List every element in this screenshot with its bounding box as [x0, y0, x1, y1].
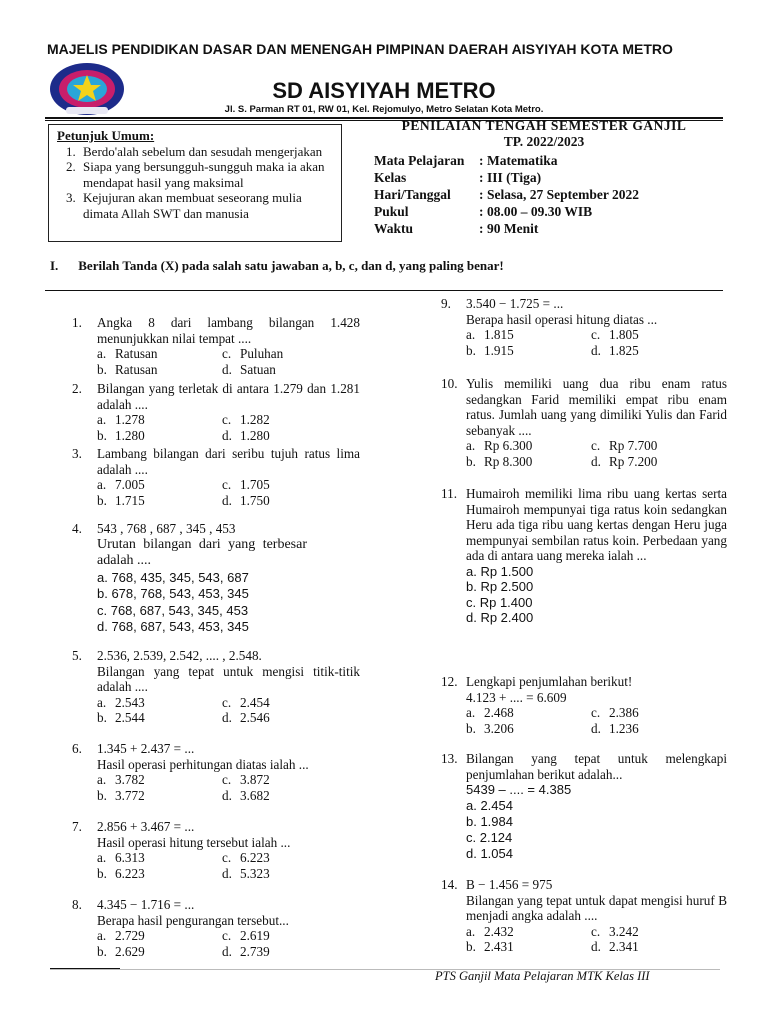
option-letter: c.	[591, 438, 601, 453]
question-stem: Yulis memiliki uang dua ribu enam ratus sedangkan Farid memiliki empat ribu enam ratus. Jumlah uang yang dimiliki Yulis dan Farid sebanyak ....	[466, 376, 727, 438]
instruction-item: 2. Siapa yang bersungguh-sungguh maka ia akan mendapat hasil yang maksimal	[79, 159, 333, 190]
question-stem: Berapa hasil operasi hitung diatas ...	[466, 311, 658, 327]
info-separator: :	[479, 204, 484, 219]
question-7	[72, 819, 360, 881]
footer-text: PTS Ganjil Mata Pelajaran MTK Kelas III	[435, 969, 650, 983]
exam-title: PENILAIAN TENGAH SEMESTER GANJIL	[401, 118, 687, 133]
option-letter: d.	[222, 865, 232, 881]
option-text[interactable]: 3.206	[484, 720, 514, 736]
question-1	[72, 315, 360, 377]
option-letter: c.	[222, 412, 232, 427]
instruction-item: 1. Berdo'alah sebelum dan sesudah mengerjakan	[79, 144, 333, 160]
option-text[interactable]: 1.815	[484, 327, 514, 342]
school-name: SD AISYIYAH METRO	[272, 78, 496, 103]
option-item[interactable]: b. Rp 2.500	[466, 579, 534, 594]
option-letter: d.	[591, 939, 601, 954]
option-letter: c.	[222, 928, 232, 943]
question-number: 5.	[72, 648, 82, 663]
option-letter: a.	[97, 412, 107, 427]
exam-info	[374, 118, 714, 237]
option-text[interactable]: 1.236	[609, 720, 639, 736]
option-text[interactable]: 2.544	[115, 710, 145, 725]
option-letter: b.	[97, 943, 107, 959]
option-text[interactable]: 1.750	[240, 492, 270, 508]
option-letter: a.	[97, 928, 107, 943]
option-letter: b.	[97, 787, 107, 803]
option-text[interactable]: 7.005	[115, 477, 145, 492]
question-stem: Angka 8 dari lambang bilangan 1.428 menunjukkan nilai tempat ....	[97, 315, 360, 346]
organization-name: MAJELIS PENDIDIKAN DASAR DAN MENENGAH PIMPINAN DAERAH AISYIYAH KOTA METRO	[47, 41, 673, 57]
option-letter: d.	[222, 787, 232, 803]
info-row-duration	[374, 220, 714, 237]
question-number: 14.	[441, 877, 458, 892]
option-text[interactable]: 3.782	[115, 772, 145, 787]
option-text[interactable]: 1.805	[609, 327, 639, 342]
option-text[interactable]: 2.386	[609, 705, 639, 720]
info-separator: :	[479, 170, 484, 185]
option-letter: c.	[222, 772, 232, 787]
info-row-subject	[374, 152, 714, 169]
option-text[interactable]: 3.682	[240, 787, 270, 803]
question-stem: Berapa hasil pengurangan tersebut...	[97, 912, 289, 928]
option-text[interactable]: 1.825	[609, 342, 639, 358]
option-text[interactable]: 3.872	[240, 772, 270, 787]
option-text[interactable]: 3.242	[609, 923, 639, 939]
option-letter: c.	[591, 923, 601, 939]
info-row-time	[374, 203, 714, 220]
option-letter: a.	[466, 327, 476, 342]
question-stem: Bilangan yang tepat untuk mengisi titik-titik adalah ....	[97, 663, 360, 694]
option-letter: d.	[591, 720, 601, 736]
option-letter: b.	[97, 361, 107, 377]
option-letter: c.	[222, 346, 232, 361]
option-text[interactable]: 1.915	[484, 342, 514, 358]
option-text[interactable]: 2.431	[484, 939, 514, 954]
question-stem: Lambang bilangan dari seribu tujuh ratus lima adalah ....	[97, 446, 360, 477]
question-stem: Humairoh memiliki lima ribu uang kertas serta Humairoh mempunyai tiga ratus koin sedangkan Heru ada tiga ribu uang kertas dengan Heru juga mempunyai sembilan ratus koin. Perbedaan yang ada di antara uang mereka ialah ...	[466, 486, 727, 563]
info-label: Mata Pelajaran	[374, 153, 465, 168]
question-stem: Bilangan yang terletak di antara 1.279 dan 1.281 adalah ....	[97, 381, 360, 412]
option-text[interactable]: 1.715	[115, 492, 145, 508]
option-text[interactable]: Satuan	[240, 361, 276, 377]
option-text[interactable]: Ratusan	[115, 361, 158, 377]
info-separator: :	[479, 221, 484, 236]
general-instructions-box	[48, 124, 342, 242]
option-letter: b.	[97, 427, 107, 443]
option-item[interactable]: a. 2.454	[466, 797, 513, 813]
option-text[interactable]: 1.278	[115, 412, 145, 427]
question-stem: Urutan bilangan dari yang terbesar adalah ....	[97, 536, 307, 568]
option-letter: a.	[97, 694, 107, 710]
option-item[interactable]: d. 1.054	[466, 845, 513, 861]
option-text[interactable]: 3.772	[115, 787, 145, 803]
option-text[interactable]: 6.223	[240, 850, 270, 865]
option-text[interactable]: 2.546	[240, 710, 270, 725]
option-item[interactable]: c. 768, 687, 543, 345, 453	[97, 602, 249, 618]
option-letter: c.	[222, 477, 232, 492]
school-address: Jl. S. Parman RT 01, RW 01, Kel. Rejomulyo, Metro Selatan Kota Metro.	[224, 104, 544, 115]
option-text[interactable]: 2.729	[115, 928, 145, 943]
question-6	[72, 741, 360, 803]
option-text[interactable]: Rp 6.300	[484, 438, 533, 453]
question-5	[72, 648, 360, 726]
question-stem: Bilangan yang tepat untuk dapat mengisi huruf B menjadi angka adalah ....	[466, 892, 727, 923]
info-label: Waktu	[374, 221, 414, 236]
question-number: 4.	[72, 521, 82, 536]
option-item[interactable]: d. 768, 687, 543, 453, 345	[97, 619, 249, 634]
info-value: Matematika	[487, 153, 558, 168]
option-letter: a.	[466, 705, 476, 720]
question-3	[72, 446, 360, 508]
question-formula: 2.536, 2.539, 2.542, .... , 2.548.	[97, 648, 262, 663]
question-number: 12.	[441, 674, 458, 689]
option-letter: b.	[466, 939, 476, 954]
question-number: 9.	[441, 296, 451, 311]
exam-year: TP. 2022/2023	[503, 134, 585, 149]
question-stem: Hasil operasi perhitungan diatas ialah ...	[97, 756, 309, 772]
info-separator: :	[479, 187, 484, 202]
option-letter: d.	[591, 453, 601, 469]
option-letter: c.	[591, 705, 601, 720]
option-letter: b.	[466, 720, 476, 736]
option-letter: c.	[222, 694, 232, 710]
option-text[interactable]: 1.282	[240, 412, 270, 427]
section-number: I.	[50, 258, 59, 273]
info-label: Hari/Tanggal	[374, 187, 451, 202]
option-text[interactable]: 1.280	[240, 427, 270, 443]
info-separator: :	[479, 153, 484, 168]
section-instruction: Berilah Tanda (X) pada salah satu jawaban a, b, c, dan d, yang paling benar!	[78, 258, 504, 273]
option-item[interactable]: a. 768, 435, 345, 543, 687	[97, 569, 249, 585]
question-2	[72, 381, 360, 443]
option-letter: b.	[466, 453, 476, 469]
option-text[interactable]: Rp 7.700	[609, 438, 658, 453]
option-text[interactable]: 2.341	[609, 939, 639, 954]
question-12	[441, 674, 727, 736]
question-number: 7.	[72, 819, 82, 834]
option-letter: d.	[222, 361, 232, 377]
option-letter: d.	[222, 492, 232, 508]
option-text[interactable]: Ratusan	[115, 346, 158, 361]
option-letter: a.	[97, 477, 107, 492]
question-formula: B − 1.456 = 975	[466, 877, 553, 892]
option-letter: a.	[97, 850, 107, 865]
info-value: 90 Menit	[487, 221, 539, 236]
option-text[interactable]: 6.223	[115, 865, 145, 881]
option-letter: d.	[222, 710, 232, 725]
option-item[interactable]: b. 678, 768, 543, 453, 345	[97, 586, 249, 601]
option-text[interactable]: 2.454	[240, 694, 270, 710]
instructions-title: Petunjuk Umum:	[57, 128, 155, 143]
question-14	[441, 877, 727, 955]
section-title	[50, 258, 504, 274]
question-number: 3.	[72, 446, 82, 461]
option-letter: c.	[591, 327, 601, 342]
question-number: 6.	[72, 741, 82, 756]
question-number: 11.	[441, 486, 457, 501]
option-text[interactable]: 2.739	[240, 943, 270, 959]
question-stem: Lengkapi penjumlahan berikut!	[466, 674, 633, 689]
question-formula: 543 , 768 , 687 , 345 , 453	[97, 521, 236, 536]
option-text[interactable]: Rp 7.200	[609, 453, 658, 469]
question-formula: 4.345 − 1.716 = ...	[97, 897, 195, 912]
question-number: 8.	[72, 897, 82, 912]
option-item[interactable]: c. 2.124	[466, 829, 513, 845]
question-13	[441, 751, 727, 862]
option-text[interactable]: 2.629	[115, 943, 145, 959]
info-row-date	[374, 186, 714, 203]
question-formula: 2.856 + 3.467 = ...	[97, 819, 195, 834]
option-text[interactable]: 1.280	[115, 427, 145, 443]
option-item[interactable]: a. Rp 1.500	[466, 563, 534, 579]
option-text[interactable]: 2.619	[240, 928, 270, 943]
question-stem: Bilangan yang tepat untuk melengkapi penjumlahan berikut adalah...	[466, 751, 727, 782]
option-text[interactable]: 1.705	[240, 477, 270, 492]
instruction-item: 3. Kejujuran akan membuat seseorang mulia dimata Allah SWT dan manusia	[79, 190, 333, 221]
question-9	[441, 296, 727, 358]
option-letter: b.	[466, 342, 476, 358]
question-formula: 4.123 + .... = 6.609	[466, 689, 567, 705]
info-value: III (Tiga)	[487, 170, 542, 185]
option-item[interactable]: d. Rp 2.400	[466, 610, 534, 625]
section-divider	[45, 290, 723, 291]
option-letter: d.	[222, 427, 232, 443]
option-item[interactable]: c. Rp 1.400	[466, 594, 533, 610]
option-text[interactable]: 2.543	[115, 694, 145, 710]
question-number: 2.	[72, 381, 82, 396]
option-letter: b.	[97, 865, 107, 881]
option-letter: a.	[466, 923, 476, 939]
option-text[interactable]: 6.313	[115, 850, 145, 865]
option-letter: d.	[222, 943, 232, 959]
option-text[interactable]: 2.432	[484, 923, 514, 939]
info-value: Selasa, 27 September 2022	[487, 187, 639, 202]
option-letter: d.	[591, 342, 601, 358]
info-label: Pukul	[374, 204, 409, 219]
question-number: 1.	[72, 315, 82, 330]
option-letter: a.	[466, 438, 476, 453]
question-number: 10.	[441, 376, 458, 391]
question-11	[441, 486, 727, 626]
option-text[interactable]: Rp 8.300	[484, 453, 533, 469]
info-label: Kelas	[374, 170, 407, 185]
question-formula: 1.345 + 2.437 = ...	[97, 741, 195, 756]
question-8	[72, 897, 360, 959]
option-letter: b.	[97, 710, 107, 725]
option-text[interactable]: 5.323	[240, 865, 270, 881]
question-4	[72, 521, 360, 636]
question-stem: Hasil operasi hitung tersebut ialah ...	[97, 834, 291, 850]
option-letter: a.	[97, 346, 107, 361]
option-letter: b.	[97, 492, 107, 508]
question-10	[441, 376, 727, 469]
question-formula: 3.540 − 1.725 = ...	[466, 296, 564, 311]
question-formula: 5439 – .... = 4.385	[466, 782, 572, 797]
question-number: 13.	[441, 751, 458, 766]
option-text[interactable]: Puluhan	[240, 346, 284, 361]
option-item[interactable]: b. 1.984	[466, 813, 513, 829]
info-row-class	[374, 169, 714, 186]
option-letter: a.	[97, 772, 107, 787]
info-value: 08.00 – 09.30 WIB	[487, 204, 593, 219]
option-letter: c.	[222, 850, 232, 865]
option-text[interactable]: 2.468	[484, 705, 514, 720]
